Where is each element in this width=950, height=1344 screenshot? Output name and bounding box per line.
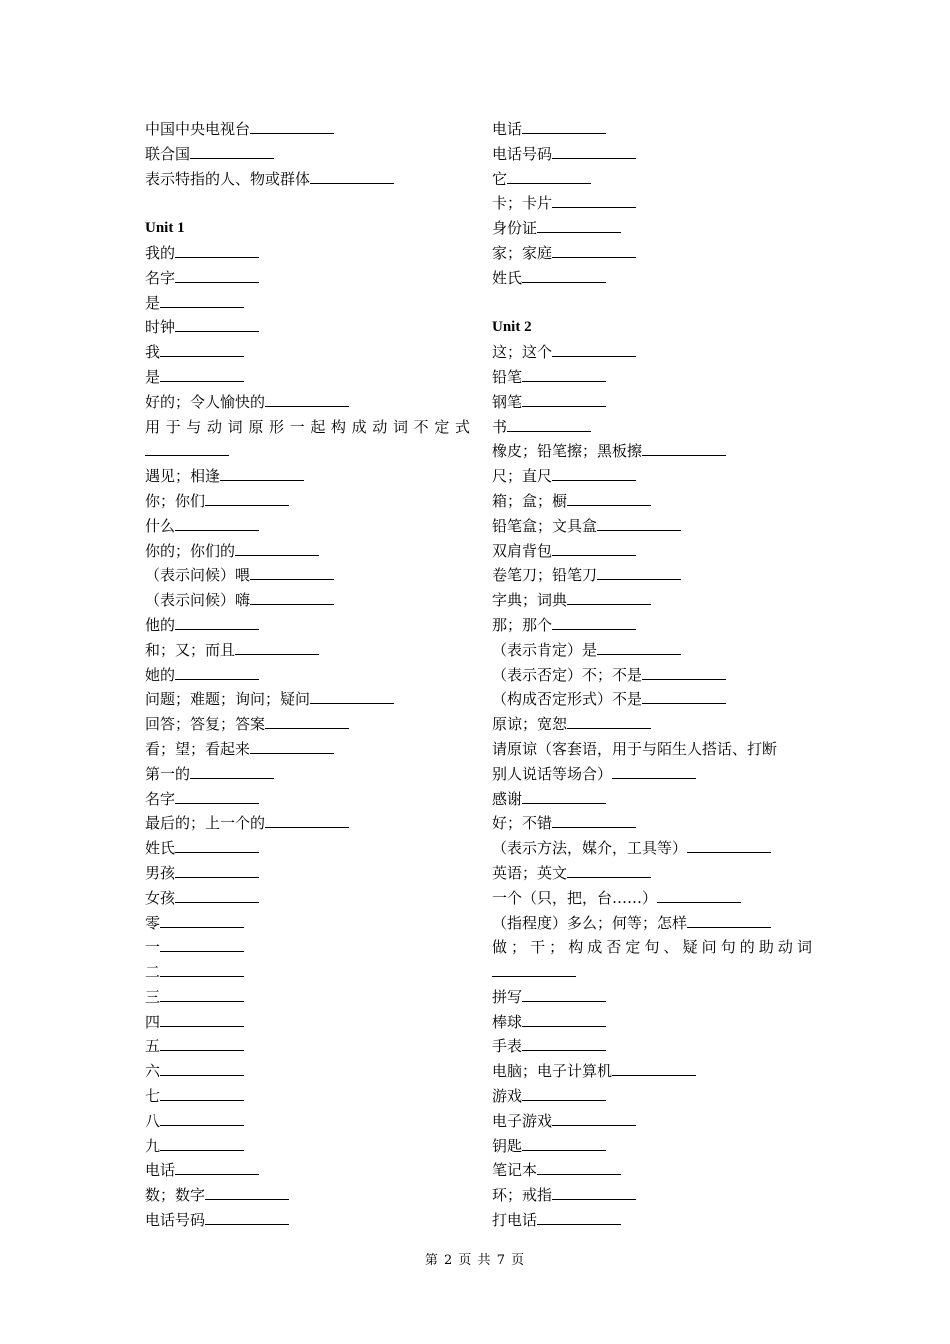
- answer-blank[interactable]: [522, 1086, 606, 1101]
- vocab-meaning: 打电话: [492, 1211, 538, 1230]
- vocab-meaning: 你；你们: [145, 491, 206, 510]
- vocab-meaning: 七: [145, 1087, 161, 1106]
- answer-blank[interactable]: [190, 144, 274, 159]
- answer-blank[interactable]: [552, 342, 636, 357]
- vocab-meaning: 铅笔: [492, 367, 523, 386]
- vocab-meaning: 男孩: [145, 863, 176, 882]
- vocab-meaning: 中国中央电视台: [145, 120, 251, 138]
- vocab-meaning: 笔记本: [492, 1161, 538, 1180]
- vocab-item: [145, 390, 470, 415]
- answer-blank[interactable]: [567, 863, 651, 878]
- answer-blank[interactable]: [235, 640, 319, 655]
- answer-blank[interactable]: [250, 590, 334, 605]
- answer-blank[interactable]: [552, 1185, 636, 1200]
- vocab-item: [492, 340, 812, 365]
- vocab-meaning: 家；家庭: [492, 243, 553, 262]
- vocab-meaning: 名字: [145, 268, 176, 287]
- vocab-item: [492, 1158, 812, 1183]
- answer-blank[interactable]: [250, 565, 334, 580]
- vocab-meaning: 箱；盒；橱: [492, 491, 568, 510]
- answer-blank[interactable]: [687, 838, 771, 853]
- answer-blank[interactable]: [190, 764, 274, 779]
- vocab-meaning: （表示否定）不；不是: [492, 665, 643, 684]
- answer-blank[interactable]: [175, 1160, 259, 1175]
- answer-blank[interactable]: [522, 367, 606, 382]
- unit-heading: Unit 1: [145, 220, 185, 237]
- vocab-meaning: 四: [145, 1012, 161, 1031]
- vocab-meaning: 零: [145, 913, 161, 932]
- answer-blank[interactable]: [552, 466, 636, 481]
- answer-blank[interactable]: [537, 1160, 621, 1175]
- answer-blank[interactable]: [522, 789, 606, 804]
- vocab-meaning: 九: [145, 1136, 161, 1155]
- vocab-meaning: 双肩背包: [492, 541, 553, 560]
- vocab-item: [145, 638, 470, 663]
- right-column: [492, 117, 812, 1233]
- vocab-item: [492, 663, 812, 688]
- vocab-meaning: 时钟: [145, 318, 176, 337]
- vocab-item: [145, 489, 470, 514]
- answer-blank[interactable]: [160, 367, 244, 382]
- vocab-item: [492, 836, 812, 861]
- answer-blank[interactable]: [175, 863, 259, 878]
- answer-blank[interactable]: [522, 987, 606, 1002]
- vocab-item: [145, 1059, 470, 1084]
- vocab-meaning: 环；戒指: [492, 1186, 553, 1205]
- vocab-item: [145, 1208, 470, 1233]
- answer-blank[interactable]: [175, 665, 259, 680]
- answer-blank[interactable]: [160, 293, 244, 308]
- vocab-item: [145, 464, 470, 489]
- answer-blank[interactable]: [597, 516, 681, 531]
- vocab-meaning: 六: [145, 1062, 161, 1081]
- vocab-item: [492, 588, 812, 613]
- answer-blank[interactable]: [265, 714, 349, 729]
- unit-heading: Unit 2: [492, 319, 532, 336]
- answer-blank[interactable]: [552, 615, 636, 630]
- answer-blank[interactable]: [160, 937, 244, 952]
- answer-blank[interactable]: [175, 268, 259, 283]
- vocab-meaning: 好的；令人愉快的: [145, 392, 266, 411]
- vocab-item: [492, 191, 812, 216]
- vocab-item: [145, 415, 470, 465]
- answer-blank[interactable]: [522, 1036, 606, 1051]
- answer-blank[interactable]: [552, 813, 636, 828]
- answer-blank[interactable]: [642, 441, 726, 456]
- answer-blank[interactable]: [537, 1210, 621, 1225]
- vocab-meaning: 电话: [145, 1161, 176, 1180]
- answer-blank[interactable]: [160, 913, 244, 928]
- vocab-item: [492, 935, 812, 985]
- vocab-meaning: 卡；卡片: [492, 194, 553, 213]
- vocab-meaning: 八: [145, 1111, 161, 1130]
- vocab-meaning: 我: [145, 343, 161, 362]
- vocab-item: [145, 861, 470, 886]
- answer-blank[interactable]: [567, 491, 651, 506]
- vocab-item: [492, 638, 812, 663]
- vocab-item: [492, 1134, 812, 1159]
- vocab-item: [492, 390, 812, 415]
- vocab-meaning: 她的: [145, 665, 176, 684]
- vocab-meaning: 联合国: [145, 144, 191, 163]
- vocab-meaning: 最后的；上一个的: [145, 814, 266, 833]
- answer-blank[interactable]: [657, 888, 741, 903]
- vocab-item: [492, 1109, 812, 1134]
- vocab-meaning: 做；干；构成否定句、疑问句的助动词: [492, 938, 812, 957]
- vocab-meaning: 原谅；宽恕: [492, 715, 568, 734]
- left-column: [145, 117, 470, 1233]
- vocab-item: [145, 340, 470, 365]
- answer-blank[interactable]: [160, 987, 244, 1002]
- answer-blank[interactable]: [552, 541, 636, 556]
- answer-blank[interactable]: [220, 466, 304, 481]
- vocab-item: [145, 811, 470, 836]
- vocab-meaning: 手表: [492, 1037, 523, 1056]
- answer-blank[interactable]: [205, 1210, 289, 1225]
- page-footer: 第 2 页 共 7 页: [424, 1253, 526, 1268]
- vocab-meaning: （表示方法，媒介，工具等）: [492, 839, 688, 858]
- vocab-meaning: 姓氏: [492, 268, 523, 287]
- answer-blank[interactable]: [522, 1136, 606, 1151]
- vocab-item: [145, 365, 470, 390]
- vocab-meaning: 回答；答复；答案: [145, 715, 266, 734]
- vocab-meaning: 二: [145, 963, 161, 982]
- answer-blank[interactable]: [175, 243, 259, 258]
- section-spacer: [492, 291, 812, 316]
- vocab-item: [492, 365, 812, 390]
- vocab-meaning: 一个（只，把，台……）: [492, 888, 658, 907]
- vocab-meaning: 好；不错: [492, 814, 553, 833]
- vocab-meaning-line1: 请原谅（客套语，用于与陌生人搭话、打断: [492, 739, 778, 758]
- answer-blank[interactable]: [160, 1036, 244, 1051]
- vocab-meaning: 遇见；相逢: [145, 467, 221, 486]
- vocab-meaning: 电子游戏: [492, 1111, 553, 1130]
- vocab-item: [492, 1010, 812, 1035]
- answer-blank[interactable]: [175, 615, 259, 630]
- vocab-meaning: 问题；难题；询问；疑问: [145, 690, 311, 709]
- vocab-meaning: 棒球: [492, 1012, 523, 1031]
- answer-blank[interactable]: [552, 1111, 636, 1126]
- vocab-item: [492, 737, 812, 787]
- vocab-meaning: 姓氏: [145, 839, 176, 858]
- vocab-item: [145, 142, 470, 167]
- vocab-meaning: 这；这个: [492, 343, 553, 362]
- vocab-meaning: 书: [492, 417, 508, 436]
- answer-blank[interactable]: [205, 1185, 289, 1200]
- vocab-meaning: 是: [145, 293, 161, 312]
- vocab-meaning: （表示问候）喂: [145, 566, 251, 585]
- vocab-meaning: 表示特指的人、物或群体: [145, 169, 311, 188]
- answer-blank[interactable]: [145, 441, 229, 456]
- vocab-meaning: 电话: [492, 120, 523, 138]
- vocab-item: [145, 836, 470, 861]
- vocab-item: [145, 1109, 470, 1134]
- vocab-meaning: 五: [145, 1037, 161, 1056]
- answer-blank[interactable]: [235, 541, 319, 556]
- answer-blank[interactable]: [567, 590, 651, 605]
- answer-blank[interactable]: [567, 714, 651, 729]
- vocab-meaning: 用于与动词原形一起构成动词不定式: [145, 417, 470, 436]
- vocab-item: [492, 712, 812, 737]
- answer-blank[interactable]: [175, 838, 259, 853]
- vocab-meaning: 拼写: [492, 987, 523, 1006]
- vocab-item: [145, 762, 470, 787]
- vocab-meaning: 女孩: [145, 888, 176, 907]
- vocab-meaning: 尺；直尺: [492, 467, 553, 486]
- vocab-item: [492, 167, 812, 192]
- vocab-item: [145, 241, 470, 266]
- answer-blank[interactable]: [175, 789, 259, 804]
- vocab-item: [492, 613, 812, 638]
- vocab-item: [492, 464, 812, 489]
- vocab-item: [145, 613, 470, 638]
- vocab-item: [492, 861, 812, 886]
- vocab-meaning: 电话号码: [492, 144, 553, 163]
- vocab-item: [492, 415, 812, 440]
- answer-blank[interactable]: [310, 689, 394, 704]
- vocab-item: [492, 985, 812, 1010]
- vocab-item: [145, 1084, 470, 1109]
- answer-blank[interactable]: [205, 491, 289, 506]
- answer-blank[interactable]: [642, 689, 726, 704]
- vocab-item: [492, 1183, 812, 1208]
- vocab-meaning: 游戏: [492, 1087, 523, 1106]
- vocab-item: [145, 514, 470, 539]
- answer-blank[interactable]: [160, 1012, 244, 1027]
- vocab-item: [492, 811, 812, 836]
- answer-blank[interactable]: [597, 640, 681, 655]
- answer-blank[interactable]: [310, 169, 394, 184]
- answer-blank[interactable]: [687, 913, 771, 928]
- vocab-item: [145, 687, 470, 712]
- vocab-item: [145, 1183, 470, 1208]
- answer-blank[interactable]: [160, 1086, 244, 1101]
- vocab-item: [492, 687, 812, 712]
- answer-blank[interactable]: [612, 1061, 696, 1076]
- vocab-meaning: 电脑；电子计算机: [492, 1062, 613, 1081]
- answer-blank[interactable]: [522, 268, 606, 283]
- vocab-item: [492, 563, 812, 588]
- vocab-item: [492, 489, 812, 514]
- vocab-meaning: 身份证: [492, 219, 538, 238]
- vocab-item: [492, 142, 812, 167]
- vocab-meaning: 是: [145, 367, 161, 386]
- answer-blank[interactable]: [552, 243, 636, 258]
- vocab-item: [145, 737, 470, 762]
- vocab-item: [145, 167, 470, 192]
- vocab-item: [492, 539, 812, 564]
- vocab-item: [145, 886, 470, 911]
- vocab-meaning: 字典；词典: [492, 591, 568, 610]
- vocab-meaning: 他的: [145, 615, 176, 634]
- vocab-item: [145, 911, 470, 936]
- answer-blank[interactable]: [642, 665, 726, 680]
- answer-blank[interactable]: [175, 888, 259, 903]
- answer-blank[interactable]: [160, 1111, 244, 1126]
- vocab-item: [145, 1158, 470, 1183]
- answer-blank[interactable]: [552, 144, 636, 159]
- vocab-item: [145, 1010, 470, 1035]
- vocab-meaning: 数；数字: [145, 1186, 206, 1205]
- vocab-meaning: 感谢: [492, 789, 523, 808]
- answer-blank[interactable]: [160, 342, 244, 357]
- vocab-item: [145, 291, 470, 316]
- answer-blank[interactable]: [250, 739, 334, 754]
- vocab-item: [492, 1034, 812, 1059]
- answer-blank[interactable]: [492, 962, 576, 977]
- vocab-item: [492, 241, 812, 266]
- vocab-item: [145, 539, 470, 564]
- vocab-meaning: 一: [145, 938, 161, 957]
- vocab-item: [145, 266, 470, 291]
- vocab-item: [492, 911, 812, 936]
- answer-blank[interactable]: [537, 218, 621, 233]
- vocab-meaning: 名字: [145, 789, 176, 808]
- vocab-item: [492, 1084, 812, 1109]
- vocab-item: [145, 588, 470, 613]
- vocab-item: [492, 216, 812, 241]
- vocab-item: [145, 787, 470, 812]
- vocab-item: [145, 960, 470, 985]
- vocab-item: [145, 563, 470, 588]
- vocab-item: [145, 117, 470, 142]
- answer-blank[interactable]: [552, 193, 636, 208]
- answer-blank[interactable]: [160, 1061, 244, 1076]
- answer-blank[interactable]: [522, 119, 606, 134]
- vocab-item: [492, 1208, 812, 1233]
- vocab-item: [492, 886, 812, 911]
- vocab-item: [145, 712, 470, 737]
- vocab-meaning: 别人说话等场合）: [492, 764, 613, 783]
- vocab-meaning: 你的；你们的: [145, 541, 236, 560]
- vocab-meaning: 卷笔刀；铅笔刀: [492, 566, 598, 585]
- vocab-item: [145, 315, 470, 340]
- vocab-meaning: 它: [492, 169, 508, 188]
- vocab-item: [145, 935, 470, 960]
- answer-blank[interactable]: [507, 417, 591, 432]
- vocab-meaning: 钥匙: [492, 1136, 523, 1155]
- vocab-meaning: 和；又；而且: [145, 640, 236, 659]
- answer-blank[interactable]: [612, 764, 696, 779]
- vocab-item: [492, 787, 812, 812]
- vocab-item: [492, 514, 812, 539]
- vocab-meaning: 电话号码: [145, 1211, 206, 1230]
- answer-blank[interactable]: [522, 1012, 606, 1027]
- vocab-item: [492, 266, 812, 291]
- vocab-item: [145, 985, 470, 1010]
- answer-blank[interactable]: [160, 962, 244, 977]
- vocab-meaning: 那；那个: [492, 615, 553, 634]
- vocab-meaning: 铅笔盒；文具盒: [492, 516, 598, 535]
- vocab-item: [145, 663, 470, 688]
- vocab-item: [145, 1034, 470, 1059]
- vocab-meaning: （表示肯定）是: [492, 640, 598, 659]
- answer-blank[interactable]: [597, 565, 681, 580]
- vocab-meaning: 橡皮；铅笔擦；黑板擦: [492, 442, 643, 461]
- vocab-meaning: 第一的: [145, 764, 191, 783]
- section-spacer: [145, 191, 470, 216]
- vocab-item: [492, 1059, 812, 1084]
- vocab-meaning: 钢笔: [492, 392, 523, 411]
- answer-blank[interactable]: [160, 1136, 244, 1151]
- vocab-meaning: （指程度）多么；何等；怎样: [492, 913, 688, 932]
- vocab-meaning: （表示问候）嗨: [145, 591, 251, 610]
- answer-blank[interactable]: [175, 516, 259, 531]
- vocab-meaning: 三: [145, 987, 161, 1006]
- vocab-item: [492, 439, 812, 464]
- vocab-meaning-line2: [492, 762, 812, 787]
- vocab-meaning: 什么: [145, 516, 176, 535]
- vocab-meaning: （构成否定形式）不是: [492, 690, 643, 709]
- answer-blank[interactable]: [250, 119, 334, 134]
- vocab-meaning: 我的: [145, 243, 176, 262]
- answer-blank[interactable]: [175, 317, 259, 332]
- answer-blank[interactable]: [522, 392, 606, 407]
- vocab-item: [492, 117, 812, 142]
- answer-blank[interactable]: [265, 392, 349, 407]
- vocab-meaning: 英语；英文: [492, 863, 568, 882]
- vocab-meaning: 看；望；看起来: [145, 739, 251, 758]
- answer-blank[interactable]: [507, 169, 591, 184]
- vocab-item: [145, 1134, 470, 1159]
- answer-blank[interactable]: [265, 813, 349, 828]
